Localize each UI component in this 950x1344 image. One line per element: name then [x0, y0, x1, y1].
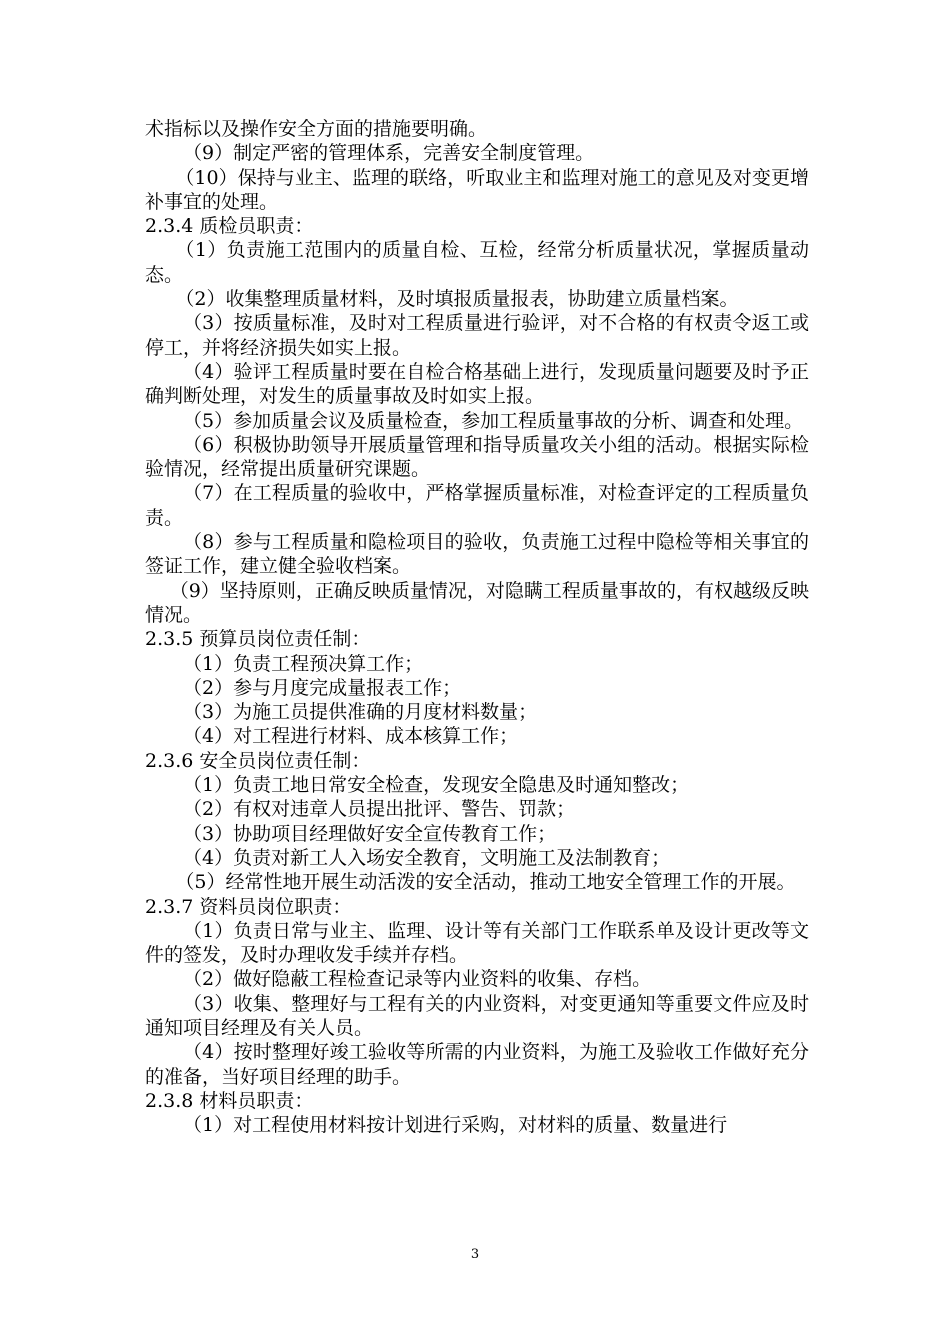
paragraph: （10）保持与业主、监理的联络，听取业主和监理对施工的意见及对变更增补事宜的处理。	[145, 166, 809, 213]
paragraph: （2）有权对违章人员提出批评、警告、罚款；	[183, 798, 576, 821]
section-heading: 2.3.7 资料员岗位职责：	[145, 895, 352, 918]
paragraph: （3）按质量标准，及时对工程质量进行验评，对不合格的有权责令返工或停工，并将经济损失如实上报。	[145, 312, 809, 359]
page-number: 3	[470, 1247, 480, 1262]
section-heading: 2.3.6 安全员岗位责任制：	[145, 749, 371, 772]
paragraph: （2）收集整理质量材料，及时填报质量报表，协助建立质量档案。	[175, 288, 739, 311]
paragraph: （1）负责施工范围内的质量自检、互检，经常分析质量状况，掌握质量动态。	[145, 239, 809, 286]
paragraph: （3）收集、整理好与工程有关的内业资料，对变更通知等重要文件应及时通知项目经理及有关人员。	[145, 992, 809, 1039]
paragraph: （9）制定严密的管理体系，完善安全制度管理。	[183, 142, 595, 165]
section-heading: 2.3.5 预算员岗位责任制：	[145, 628, 371, 651]
paragraph: （3）协助项目经理做好安全宣传教育工作；	[183, 822, 557, 845]
paragraph: （1）负责日常与业主、监理、设计等有关部门工作联系单及设计更改等文件的签发，及时办理收发手续并存档。	[145, 919, 809, 967]
paragraph: （8）参与工程质量和隐检项目的验收，负责施工过程中隐检等相关事宜的签证工作，建立健全验收档案。	[145, 531, 809, 578]
paragraph: （6）积极协助领导开展质量管理和指导质量攻关小组的活动。根据实际检验情况，经常提出质量研究课题。	[145, 433, 809, 481]
section-heading: 2.3.4 质检员职责：	[145, 215, 314, 238]
paragraph: 术指标以及操作安全方面的措施要明确。	[145, 118, 488, 140]
paragraph: （5）经常性地开展生动活泼的安全活动，推动工地安全管理工作的开展。	[175, 871, 796, 894]
paragraph: （1）负责工地日常安全检查，发现安全隐患及时通知整改；	[183, 774, 690, 797]
paragraph: （5）参加质量会议及质量检查，参加工程质量事故的分析、调查和处理。	[183, 409, 804, 432]
paragraph: （4）负责对新工人入场安全教育，文明施工及法制教育；	[183, 846, 671, 869]
paragraph: （2）参与月度完成量报表工作；	[183, 676, 462, 699]
paragraph: （3）为施工员提供准确的月度材料数量；	[183, 701, 538, 724]
paragraph: （7）在工程质量的验收中，严格掌握质量标准，对检查评定的工程质量负责。	[145, 482, 809, 529]
paragraph: （4）按时整理好竣工验收等所需的内业资料，为施工及验收工作做好充分的准备，当好项目经理的助手。	[145, 1041, 809, 1088]
section-heading: 2.3.8 材料员职责：	[145, 1089, 314, 1112]
paragraph: （2）做好隐蔽工程检查记录等内业资料的收集、存档。	[183, 968, 652, 991]
paragraph: （1）负责工程预决算工作；	[183, 652, 424, 675]
paragraph: （9）坚持原则，正确反映质量情况，对隐瞒工程质量事故的，有权越级反映情况。	[145, 579, 809, 626]
paragraph: （1）对工程使用材料按计划进行采购，对材料的质量、数量进行	[183, 1114, 728, 1137]
body-text	[145, 117, 809, 1137]
paragraph: （4）验评工程质量时要在自检合格基础上进行，发现质量问题要及时予正确判断处理，对发生的质量事故及时如实上报。	[145, 360, 809, 408]
paragraph: （4）对工程进行材料、成本核算工作；	[183, 725, 519, 748]
